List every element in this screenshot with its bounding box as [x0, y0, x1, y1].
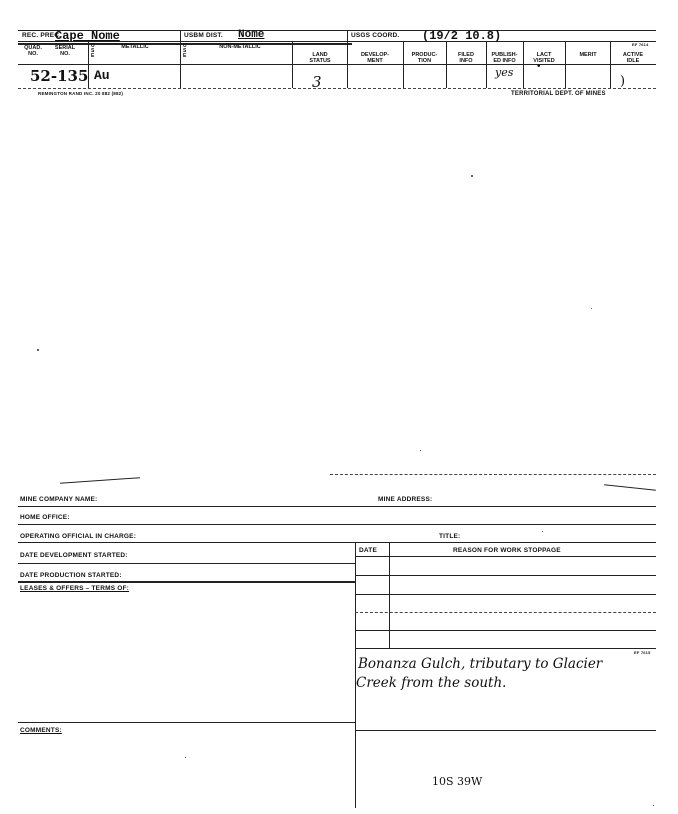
mine-address-label: MINE ADDRESS:: [378, 496, 433, 503]
col-sep: [180, 30, 181, 88]
land-status-header: LAND STATUS: [309, 52, 331, 64]
line-1: [18, 506, 656, 507]
rec-prec-label: REC. PREC.: [22, 32, 62, 39]
line-2: [18, 524, 656, 525]
usgs-coord-value: (19/2 10.8): [422, 29, 502, 43]
reason-column-header: REASON FOR WORK STOPPAGE: [453, 547, 561, 554]
comments-line: [18, 722, 355, 723]
metallic-value: Au: [94, 68, 110, 83]
col-sep: [292, 41, 293, 88]
form-number-2: EF 7615: [634, 650, 651, 655]
active-idle-header: ACTIVE IDLE: [622, 52, 644, 64]
col-sep: [610, 41, 611, 88]
usbm-dist-label: USBM DIST.: [184, 32, 223, 39]
form-number: EF 7614: [632, 42, 649, 47]
usgs-coord-label: USGS COORD.: [351, 32, 400, 39]
operating-official-label: OPERATING OFFICIAL IN CHARGE:: [20, 533, 137, 540]
non-metallic-header: NON-METALLIC: [219, 44, 261, 50]
col-sep: [565, 41, 566, 88]
bottom-top-dash: [330, 474, 656, 475]
development-header: DEVELOP- MENT: [360, 52, 390, 64]
filed-info-header: FILED INFO: [458, 52, 474, 64]
date-prod-label: DATE PRODUCTION STARTED:: [20, 572, 122, 579]
land-status-value: 3: [312, 73, 322, 91]
col-sep: [523, 41, 524, 88]
merit-header: MERIT: [579, 52, 597, 58]
home-office-label: HOME OFFICE:: [20, 514, 70, 521]
speck: [653, 805, 654, 806]
line-4: [18, 563, 355, 564]
rt-line-6: [355, 648, 656, 649]
use-header: U S E: [91, 43, 95, 59]
published-info-value: yes: [495, 66, 514, 79]
col-sep: [347, 30, 348, 88]
title-label: TITLE:: [439, 533, 461, 540]
handwritten-note-line1: Bonanza Gulch, tributary to Glacier: [358, 656, 603, 672]
line-3: [18, 542, 656, 543]
published-info-header: PUBLISH- ED INFO: [491, 52, 518, 64]
date-column-header: DATE: [359, 547, 378, 554]
rt-line-1: [355, 556, 656, 557]
card-bottom: [18, 88, 656, 89]
active-idle-value: ): [620, 74, 626, 89]
rt-line-2: [355, 575, 656, 576]
speck: [471, 175, 473, 177]
mine-company-label: MINE COMPANY NAME:: [20, 496, 98, 503]
line-5: [18, 581, 355, 583]
quad-serial-value: 52-135: [30, 67, 89, 85]
rt-line-3: [355, 594, 656, 595]
speck: [185, 757, 186, 758]
speck: [542, 531, 543, 532]
stray-mark: [60, 477, 140, 484]
col-sep: [403, 41, 404, 88]
date-dev-label: DATE DEVELOPMENT STARTED:: [20, 552, 128, 559]
stray-mark-2: [604, 484, 656, 490]
footer-left: REMINGTON RAND INC. 20 882 (882): [38, 91, 124, 96]
last-visited-header: LACT VISITED: [533, 52, 555, 64]
use-header-2: U S E: [183, 43, 187, 59]
leases-label: LEASES & OFFERS – TERMS OF:: [20, 585, 130, 592]
location-note: 10S 39W: [432, 775, 483, 788]
usbm-dist-value: Nome: [238, 29, 265, 41]
comments-label: COMMENTS:: [20, 727, 62, 734]
row-divider-2: [18, 64, 656, 65]
rt-line-4: [355, 612, 656, 613]
handwritten-note-line2: Creek from the south.: [356, 675, 507, 691]
rt-line-5: [355, 630, 656, 631]
rec-prec-value: Cape Nome: [55, 29, 120, 43]
footer-right: TERRITORIAL DEPT. OF MINES: [511, 91, 606, 97]
col-sep: [446, 41, 447, 88]
serial-no-header: SERIAL NO.: [54, 45, 76, 57]
note-bottom: [355, 730, 656, 731]
last-visited-value: •: [537, 61, 541, 72]
speck: [591, 308, 592, 309]
speck: [37, 349, 39, 351]
quad-no-header: QUAD. NO.: [24, 45, 42, 57]
speck: [420, 450, 421, 451]
production-header: PRODUC- TION: [411, 52, 438, 64]
metallic-header: METALLIC: [121, 44, 149, 50]
col-sep: [486, 41, 487, 88]
date-col-sep: [389, 542, 390, 648]
